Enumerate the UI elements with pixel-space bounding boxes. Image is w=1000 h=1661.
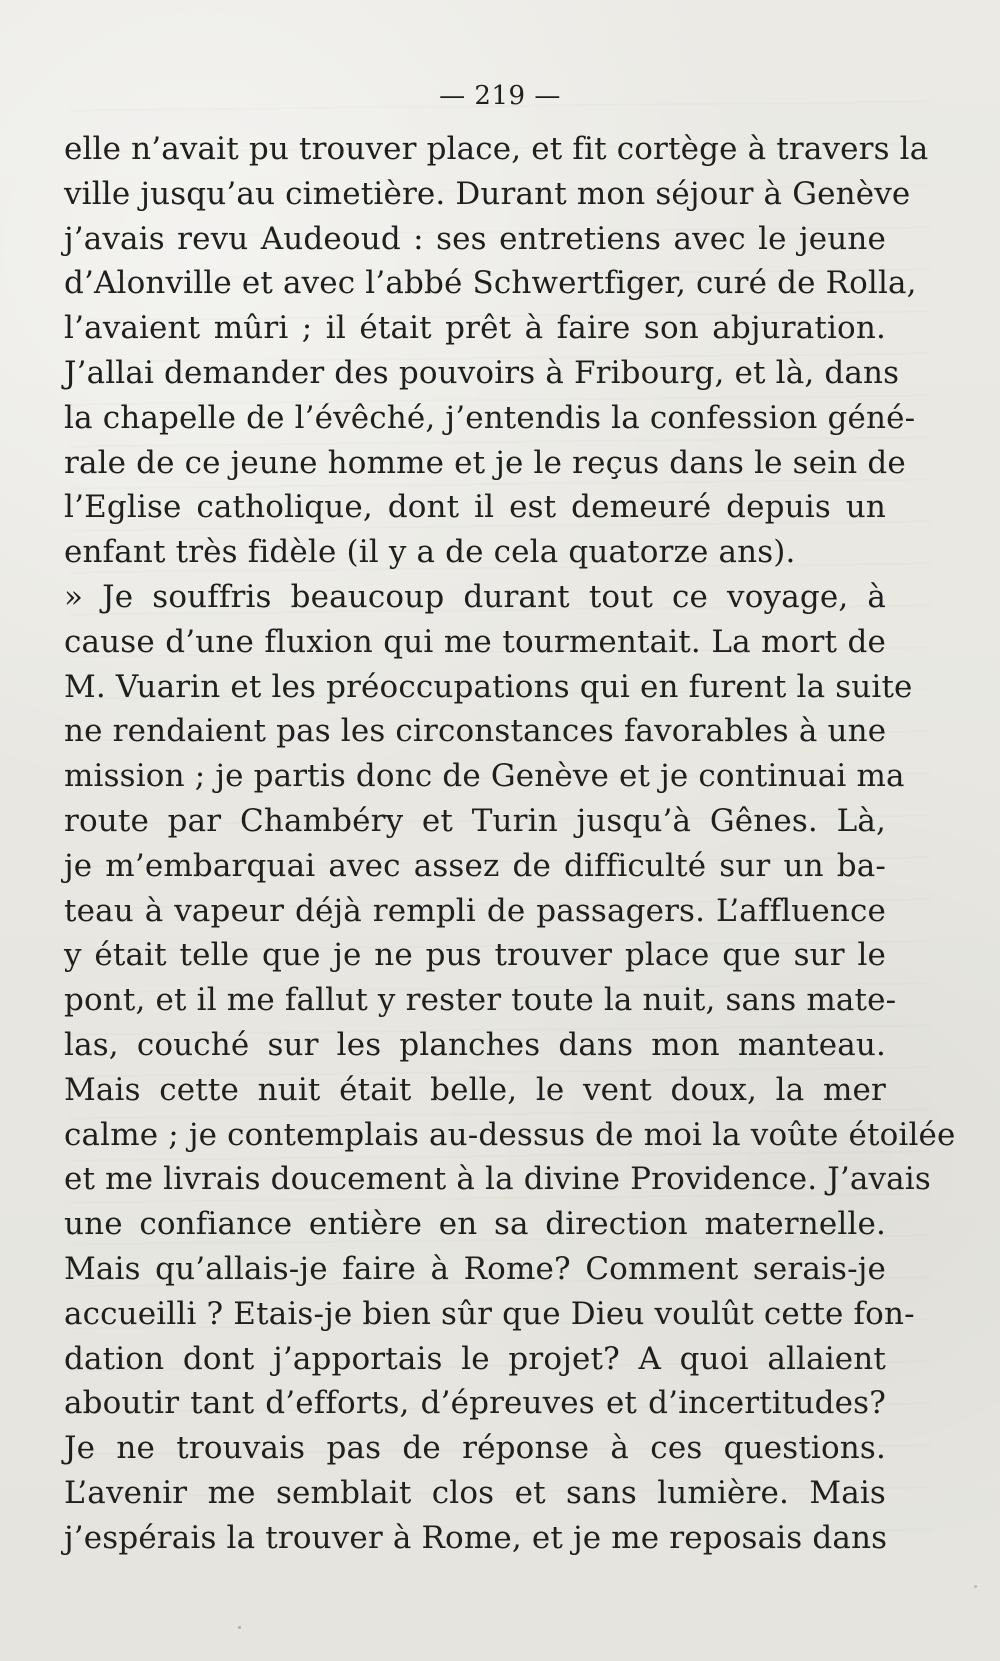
page-number: — 219 — [439,81,561,111]
text-line: calme ; je contemplais au-dessus de moi la voûte étoilée [64,1116,956,1153]
text-line: rale de ce jeune homme et je le reçus dans le sein de [64,444,906,481]
text-line: Mais qu’allais-je faire à Rome? Comment serais-je [64,1250,886,1287]
text-line: j’espérais la trouver à Rome, et je me reposais dans [64,1519,888,1556]
text-line: une confiance entière en sa direction maternelle. [64,1206,886,1243]
text-line: d’Alonville et avec l’abbé Schwertfiger, curé de Rolla, [64,265,917,302]
text-line: aboutir tant d’efforts, d’épreuves et d’incertitudes? [64,1385,886,1422]
text-line: elle n’avait pu trouver place, et fit cortège à travers la [64,131,929,167]
text-line: Mais cette nuit était belle, le vent doux, la mer [64,1071,886,1108]
text-line: la chapelle de l’évêché, j’entendis la confession géné- [64,399,916,436]
body-text [64,127,956,1561]
text-line: ne rendaient pas les circonstances favorables à une [64,713,887,750]
text-line: las, couché sur les planches dans mon manteau. [64,1026,886,1063]
text-line: dation dont j’apportais le projet? A quoi allaient [64,1340,886,1377]
text-line: j’avais revu Audeoud : ses entretiens avec le jeune [64,220,886,257]
text-line: pont, et il me fallut y rester toute la nuit, sans mate- [64,982,897,1019]
text-line: J’allai demander des pouvoirs à Fribourg, et là, dans [64,354,900,391]
paper-speck [974,1585,977,1588]
text-line: ville jusqu’au cimetière. Durant mon séjour à Genève [64,175,911,212]
text-line: accueilli ? Etais-je bien sûr que Dieu voulût cette fon- [64,1295,915,1332]
text-line: Je ne trouvais pas de réponse à ces questions. [64,1430,886,1467]
text-line: y était telle que je ne pus trouver place que sur le [64,937,886,974]
text-line: l’Eglise catholique, dont il est demeuré depuis un [64,489,886,526]
text-line: je m’embarquai avec assez de difficulté sur un ba- [64,847,886,884]
text-line: enfant très fidèle (il y a de cela quatorze ans). [64,534,796,571]
text-line: L’avenir me semblait clos et sans lumière. Mais [64,1474,886,1511]
text-line: M. Vuarin et les préoccupations qui en furent la suite [64,668,913,705]
text-line: teau à vapeur déjà rempli de passagers. L’affluence [64,892,886,929]
text-line: mission ; je partis donc de Genève et je continuai ma [64,758,905,795]
text-line: route par Chambéry et Turin jusqu’à Gênes. Là, [64,802,886,839]
text-line: et me livrais doucement à la divine Providence. J’avais [64,1161,931,1198]
text-line: cause d’une fluxion qui me tourmentait. La mort de [64,623,886,660]
text-line: l’avaient mûri ; il était prêt à faire son abjuration. [64,310,886,347]
paper-speck [238,1626,241,1629]
text-line: » Je souffris beaucoup durant tout ce voyage, à [64,578,886,615]
